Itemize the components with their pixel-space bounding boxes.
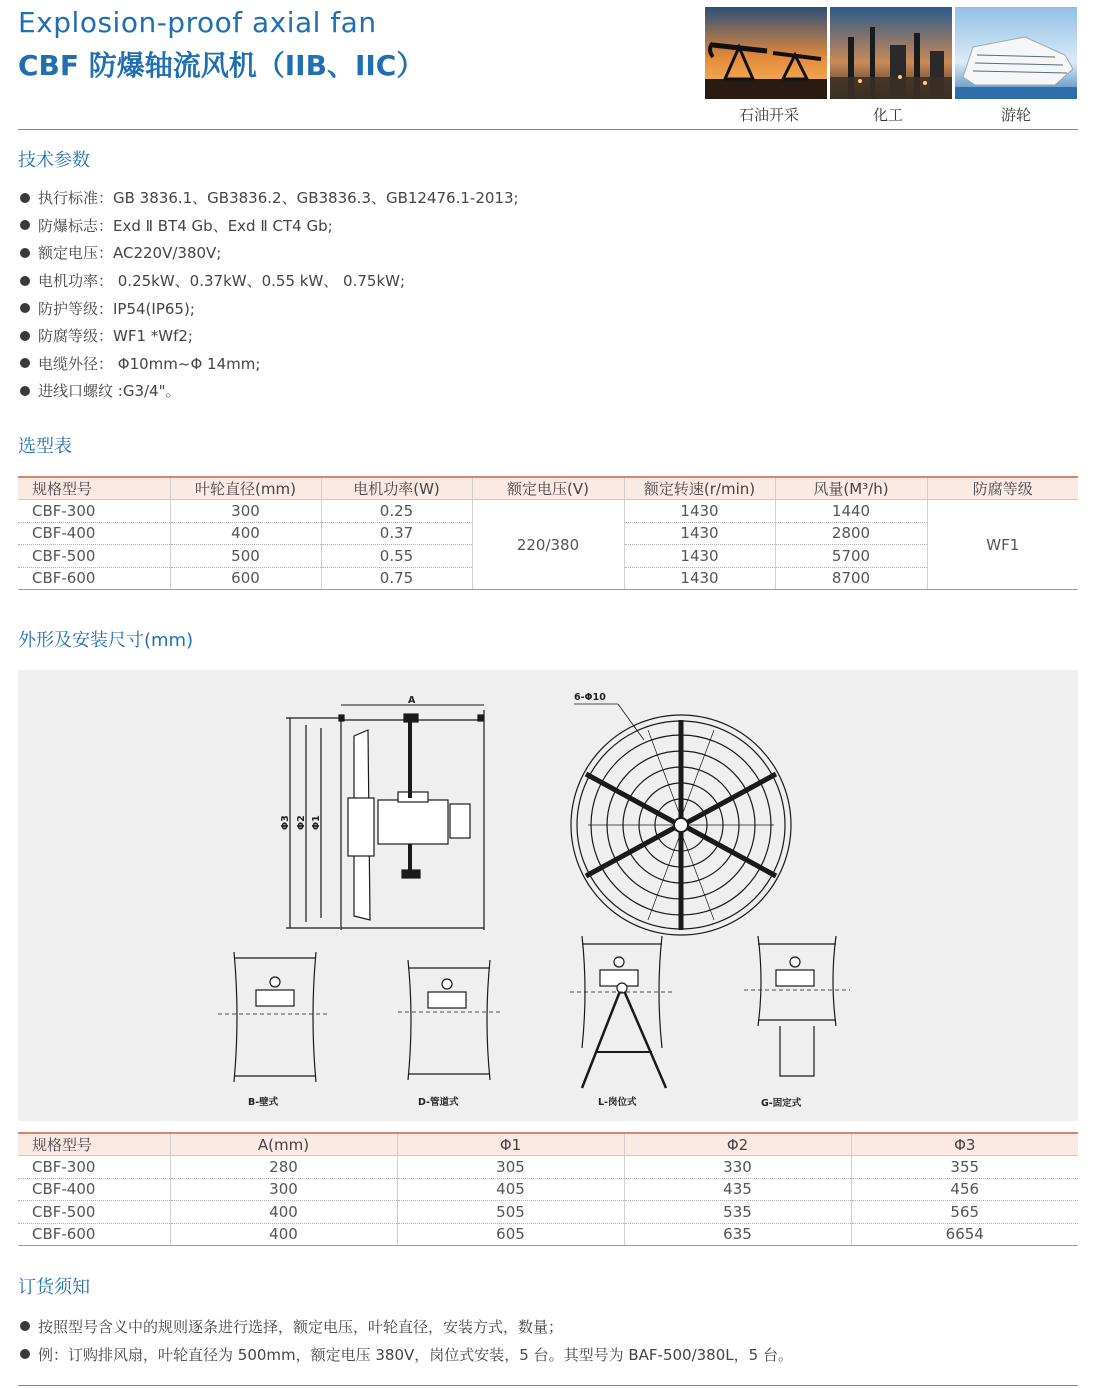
cell-grade: WF1 <box>927 500 1078 590</box>
label-holes: 6-Φ10 <box>574 692 606 703</box>
bottom-divider <box>18 1385 1078 1386</box>
cell-phi3: 456 <box>851 1178 1078 1201</box>
cell-diameter: 300 <box>170 500 321 523</box>
chemical-plant-icon <box>830 7 952 99</box>
cell-phi2: 535 <box>624 1201 851 1224</box>
top-divider <box>18 129 1078 130</box>
mount-duct-drawing <box>398 960 500 1080</box>
col-header: Φ2 <box>624 1133 851 1156</box>
cell-model: CBF-600 <box>18 1223 170 1246</box>
col-header: 规格型号 <box>18 477 170 500</box>
list-item: 例：订购排风扇，叶轮直径为 500mm，额定电压 380V，岗位式安装，5 台。其型号为 BAF-500/380L，5 台。 <box>20 1340 793 1368</box>
cell-diameter: 500 <box>170 545 321 568</box>
section-tech-heading: 技术参数 <box>18 150 90 171</box>
list-item: 防护等级：IP54(IP65); <box>20 294 519 322</box>
label-fixed: G-固定式 <box>761 1098 802 1109</box>
col-header: Φ3 <box>851 1133 1078 1156</box>
cell-phi3: 355 <box>851 1156 1078 1179</box>
application-photos <box>705 7 1078 99</box>
dimensions-table <box>18 1132 1078 1246</box>
table-row <box>18 1223 1078 1246</box>
cell-power: 0.25 <box>321 500 472 523</box>
list-item: 执行标准：GB 3836.1、GB3836.2、GB3836.3、GB12476.1-2013; <box>20 184 519 212</box>
cell-diameter: 600 <box>170 567 321 590</box>
cell-power: 0.37 <box>321 522 472 545</box>
label-post: L-岗位式 <box>598 1097 637 1108</box>
table-header-row <box>18 477 1078 500</box>
cell-a: 280 <box>170 1156 397 1179</box>
cell-model: CBF-400 <box>18 522 170 545</box>
cell-phi1: 505 <box>397 1201 624 1224</box>
cell-diameter: 400 <box>170 522 321 545</box>
col-header: 规格型号 <box>18 1133 170 1156</box>
fan-front-view <box>571 704 791 935</box>
col-header: 额定转速(r/min) <box>624 477 775 500</box>
cell-model: CBF-500 <box>18 545 170 568</box>
cell-model: CBF-400 <box>18 1178 170 1201</box>
cell-a: 300 <box>170 1178 397 1201</box>
label-phi3: Φ3 <box>280 815 291 830</box>
cell-phi1: 305 <box>397 1156 624 1179</box>
bullet-icon <box>20 1349 30 1359</box>
cell-model: CBF-300 <box>18 500 170 523</box>
dimension-drawing <box>18 670 1078 1121</box>
bullet-icon <box>20 331 30 341</box>
photo-caption-oil: 石油开采 <box>738 106 799 124</box>
photo-caption-cruise: 游轮 <box>1000 106 1031 124</box>
bullet-icon <box>20 248 30 258</box>
col-header: 防腐等级 <box>927 477 1078 500</box>
bullet-icon <box>20 276 30 286</box>
col-header: 叶轮直径(mm) <box>170 477 321 500</box>
cruise-ship-icon <box>955 7 1077 99</box>
cell-airflow: 2800 <box>775 522 927 545</box>
cell-airflow: 8700 <box>775 567 927 590</box>
cell-speed: 1430 <box>624 545 775 568</box>
table-row <box>18 1201 1078 1224</box>
table-header-row <box>18 1133 1078 1156</box>
table-row <box>18 1178 1078 1201</box>
list-item: 额定电压：AC220V/380V; <box>20 239 519 267</box>
cell-a: 400 <box>170 1201 397 1224</box>
list-item: 电缆外径： Φ10mm~Φ 14mm; <box>20 350 519 378</box>
list-item: 防爆标志：Exd Ⅱ BT4 Gb、Exd Ⅱ CT4 Gb; <box>20 212 519 240</box>
list-item: 按照型号含义中的规则逐条进行选择，额定电压，叶轮直径，安装方式，数量； <box>20 1312 793 1340</box>
table-row <box>18 500 1078 523</box>
cell-speed: 1430 <box>624 522 775 545</box>
tech-params-list <box>20 184 519 405</box>
cell-phi1: 605 <box>397 1223 624 1246</box>
bullet-icon <box>20 358 30 368</box>
title-chinese: CBF 防爆轴流风机（IIB、IIC） <box>18 49 425 82</box>
cell-voltage: 220/380 <box>472 500 624 590</box>
bullet-icon <box>20 1321 30 1331</box>
cell-model: CBF-300 <box>18 1156 170 1179</box>
section-dimensions-heading: 外形及安装尺寸(mm) <box>18 630 194 651</box>
bullet-icon <box>20 220 30 230</box>
mount-post-drawing <box>570 936 674 1088</box>
table-row <box>18 1156 1078 1179</box>
cell-phi2: 435 <box>624 1178 851 1201</box>
col-header: 风量(M³/h) <box>775 477 927 500</box>
cell-phi2: 330 <box>624 1156 851 1179</box>
label-wall: B-壁式 <box>248 1097 279 1108</box>
label-phi2: Φ2 <box>296 815 307 830</box>
col-header: Φ1 <box>397 1133 624 1156</box>
cell-a: 400 <box>170 1223 397 1246</box>
mount-fixed-drawing <box>744 936 850 1076</box>
label-a: A <box>408 695 416 706</box>
col-header: 电机功率(W) <box>321 477 472 500</box>
title-english: Explosion-proof axial fan <box>18 6 377 39</box>
cell-phi1: 405 <box>397 1178 624 1201</box>
oil-pump-icon <box>705 7 827 99</box>
cell-model: CBF-500 <box>18 1201 170 1224</box>
section-selection-heading: 选型表 <box>18 436 72 457</box>
cell-power: 0.75 <box>321 567 472 590</box>
cell-phi3: 6654 <box>851 1223 1078 1246</box>
list-item: 电机功率： 0.25kW、0.37kW、0.55 kW、 0.75kW; <box>20 267 519 295</box>
bullet-icon <box>20 386 30 396</box>
bullet-icon <box>20 193 30 203</box>
order-notes-list <box>20 1312 793 1368</box>
label-duct: D-管道式 <box>418 1097 459 1108</box>
section-order-heading: 订货须知 <box>18 1277 90 1298</box>
list-item: 防腐等级：WF1 *Wf2; <box>20 322 519 350</box>
cell-speed: 1430 <box>624 567 775 590</box>
cell-speed: 1430 <box>624 500 775 523</box>
mount-wall-drawing <box>218 952 328 1082</box>
cell-phi2: 635 <box>624 1223 851 1246</box>
photo-caption-chemical: 化工 <box>872 106 903 124</box>
cell-power: 0.55 <box>321 545 472 568</box>
col-header: A(mm) <box>170 1133 397 1156</box>
list-item: 进线口螺纹 :G3/4"。 <box>20 377 519 405</box>
label-phi1: Φ1 <box>311 815 322 830</box>
col-header: 额定电压(V) <box>472 477 624 500</box>
cell-phi3: 565 <box>851 1201 1078 1224</box>
selection-table <box>18 476 1078 590</box>
bullet-icon <box>20 303 30 313</box>
cell-airflow: 1440 <box>775 500 927 523</box>
cell-model: CBF-600 <box>18 567 170 590</box>
cell-airflow: 5700 <box>775 545 927 568</box>
